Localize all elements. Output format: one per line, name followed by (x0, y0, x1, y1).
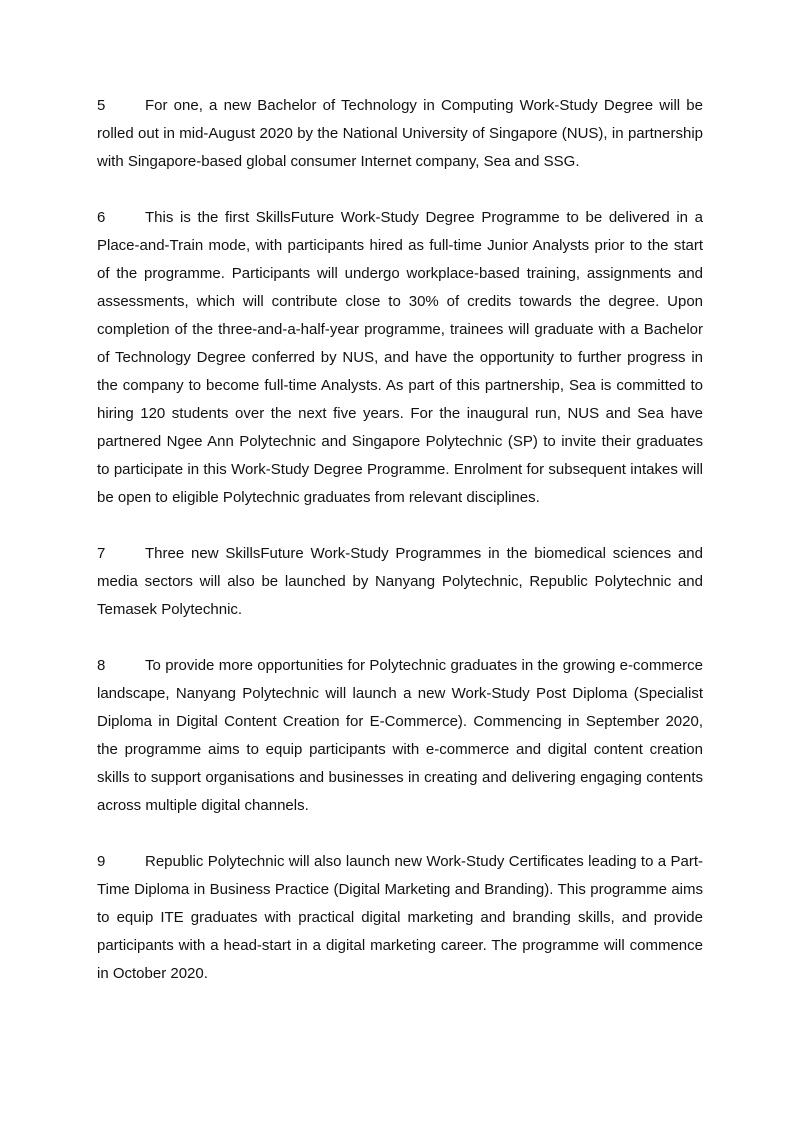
paragraph-number: 7 (97, 545, 106, 562)
paragraph-9 (97, 848, 703, 988)
paragraph-text: To provide more opportunities for Polytechnic graduates in the growing e-commerce landscape, Nanyang Polytechnic will launch a new Work-Study Post Diploma (Specialist Diploma in Digital Content Creation for E-Commerce). Commencing in September 2020, the programme aims to equip participants with e-commerce and digital content creation skills to support organisations and businesses in creating and delivering engaging contents across multiple digital channels. (97, 657, 703, 814)
paragraph-number: 6 (97, 209, 106, 226)
paragraph-text: For one, a new Bachelor of Technology in Computing Work-Study Degree will be rolled out in mid-August 2020 by the National University of Singapore (NUS), in partnership with Singapore-based global consumer Internet company, Sea and SSG. (97, 97, 703, 170)
paragraph-number: 9 (97, 853, 106, 870)
paragraph-text: This is the first SkillsFuture Work-Study Degree Programme to be delivered in a Place-and-Train mode, with participants hired as full-time Junior Analysts prior to the start of the programme. Participants will undergo workplace-based training, assignments and assessments, which will contribute close to 30% of credits towards the degree. Upon completion of the three-and-a-half-year programme, trainees will graduate with a Bachelor of Technology Degree conferred by NUS, and have the opportunity to further progress in the company to become full-time Analysts. As part of this partnership, Sea is committed to hiring 120 students over the next five years. For the inaugural run, NUS and Sea have partnered Ngee Ann Polytechnic and Singapore Polytechnic (SP) to invite their graduates to participate in this Work-Study Degree Programme. Enrolment for subsequent intakes will be open to eligible Polytechnic graduates from relevant disciplines. (97, 209, 703, 506)
paragraph-text: Republic Polytechnic will also launch new Work-Study Certificates leading to a Part-Time Diploma in Business Practice (Digital Marketing and Branding). This programme aims to equip ITE graduates with practical digital marketing and branding skills, and provide participants with a head-start in a digital marketing career. The programme will commence in October 2020. (97, 853, 703, 982)
paragraph-8 (97, 652, 703, 820)
paragraph-text: Three new SkillsFuture Work-Study Programmes in the biomedical sciences and media sectors will also be launched by Nanyang Polytechnic, Republic Polytechnic and Temasek Polytechnic. (97, 545, 703, 618)
paragraph-number: 5 (97, 97, 106, 114)
paragraph-7 (97, 540, 703, 624)
paragraph-5 (97, 92, 703, 176)
paragraph-number: 8 (97, 657, 106, 674)
paragraph-6 (97, 204, 703, 512)
document-page (97, 92, 703, 1016)
